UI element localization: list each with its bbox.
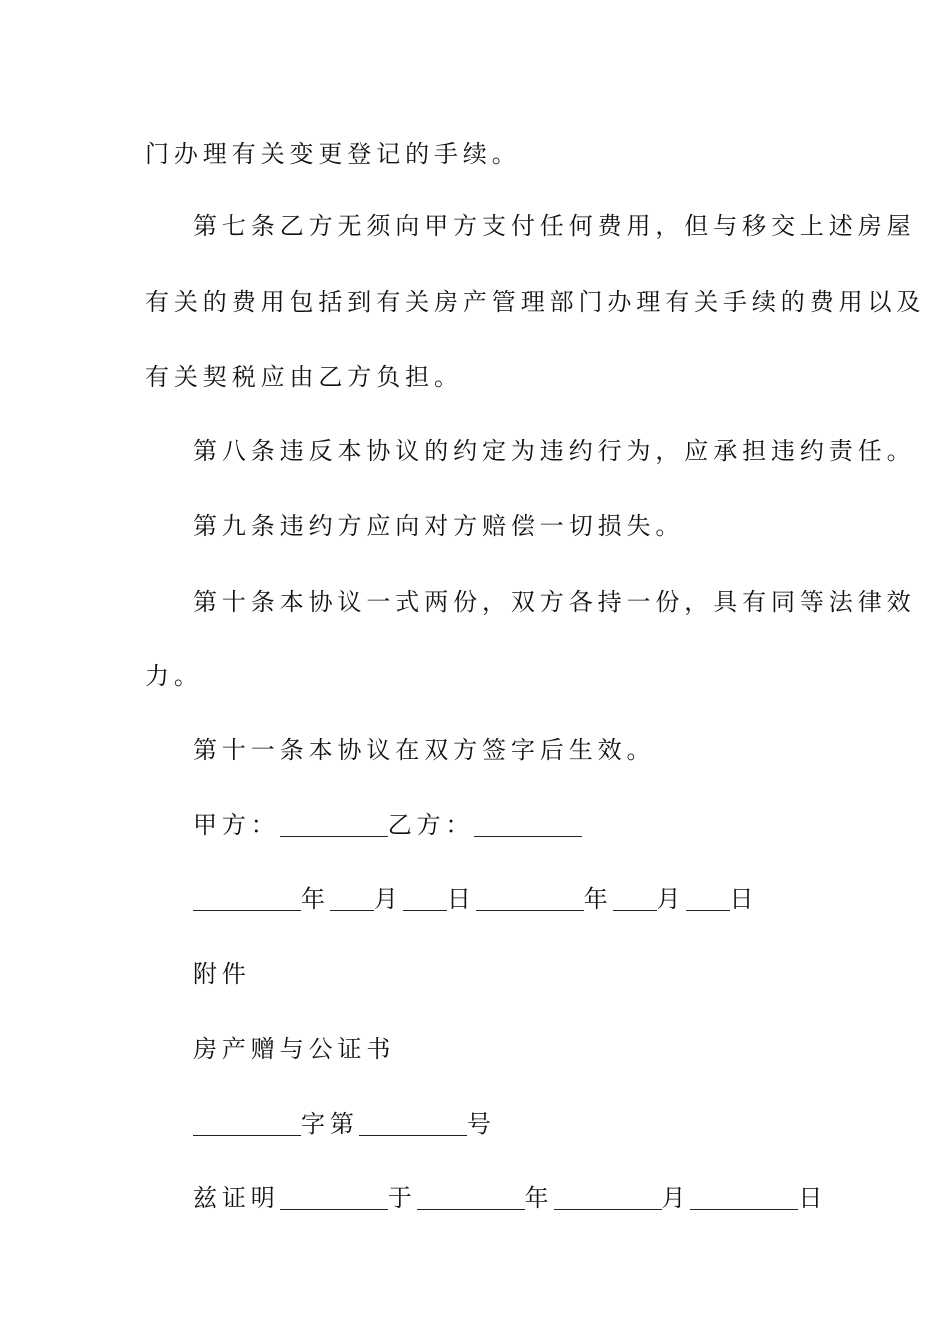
proof-prefix: 兹证明	[193, 1184, 280, 1212]
day-label-a: 日	[446, 885, 476, 913]
article-7-line-3: 有关契税应由乙方负担。	[145, 363, 463, 391]
attachment-label: 附件	[193, 960, 251, 988]
month-blank-b[interactable]	[613, 886, 657, 911]
article-8: 第八条违反本协议的约定为违约行为，应承担违约责任。	[193, 437, 916, 465]
article-10-line-1: 第十条本协议一式两份，双方各持一份，具有同等法律效	[193, 588, 916, 616]
day-label-c: 日	[798, 1184, 828, 1212]
party-b-blank[interactable]	[474, 812, 582, 837]
proof-line	[193, 1183, 827, 1213]
notarial-title: 房产赠与公证书	[193, 1035, 396, 1063]
party-b-label: 乙方：	[387, 811, 475, 839]
month-label-b: 月	[656, 885, 686, 913]
paragraph-line-1: 门办理有关变更登记的手续。	[145, 140, 521, 168]
article-7-line-2: 有关的费用包括到有关房产管理部门办理有关手续的费用以及	[145, 288, 926, 316]
name-blank[interactable]	[280, 1185, 388, 1210]
yu-label: 于	[387, 1184, 417, 1212]
year-label-b: 年	[583, 885, 613, 913]
party-a-label: 甲方：	[193, 811, 280, 839]
month-blank-c[interactable]	[554, 1185, 662, 1210]
day-blank-b[interactable]	[686, 886, 730, 911]
article-7-line-1: 第七条乙方无须向甲方支付任何费用，但与移交上述房屋	[193, 212, 916, 240]
year-label-c: 年	[524, 1184, 554, 1212]
prefix-blank[interactable]	[193, 1111, 301, 1136]
year-blank-b[interactable]	[476, 886, 584, 911]
date-line	[193, 884, 758, 914]
zi-di-label: 字第	[301, 1110, 359, 1138]
year-blank-a[interactable]	[193, 886, 301, 911]
month-blank-a[interactable]	[330, 886, 374, 911]
article-10-line-2: 力。	[145, 662, 203, 690]
article-9: 第九条违约方应向对方赔偿一切损失。	[193, 512, 685, 540]
year-label-a: 年	[301, 885, 330, 913]
day-blank-a[interactable]	[403, 886, 447, 911]
article-11: 第十一条本协议在双方签字后生效。	[193, 736, 656, 764]
party-a-blank[interactable]	[280, 812, 388, 837]
month-label-a: 月	[373, 885, 403, 913]
month-label-c: 月	[661, 1184, 691, 1212]
year-blank-c[interactable]	[417, 1185, 525, 1210]
number-blank[interactable]	[359, 1111, 467, 1136]
hao-label: 号	[466, 1110, 496, 1138]
number-line	[193, 1109, 496, 1139]
day-blank-c[interactable]	[690, 1185, 798, 1210]
signature-line	[193, 810, 582, 840]
day-label-b: 日	[729, 885, 759, 913]
